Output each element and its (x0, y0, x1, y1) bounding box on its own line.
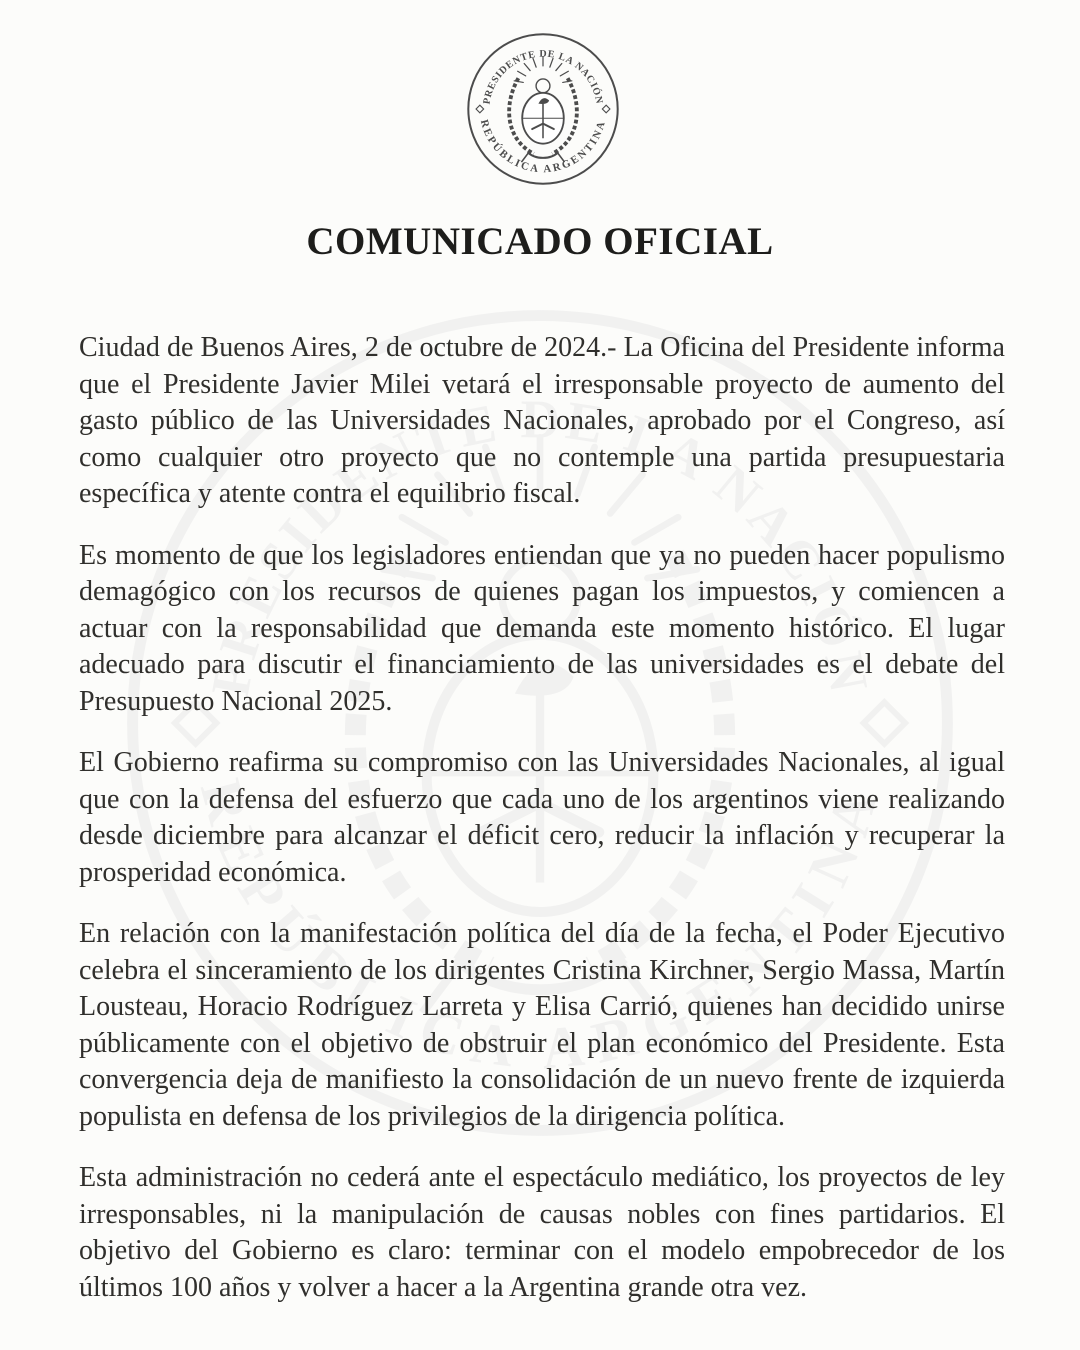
body-paragraph-3: El Gobierno reafirma su compromiso con las Universidades Nacionales, al igual que con la defensa del esfuerzo que cada uno de los argentinos viene realizando desde diciembre para alcanzar el déficit cero, reducir la inflación y recuperar la prosperidad económica. (79, 747, 1005, 888)
page-title: COMUNICADO OFICIAL (306, 220, 774, 263)
body-paragraph-1: Ciudad de Buenos Aires, 2 de octubre de 2024.- La Oficina del Presidente informa que el Presidente Javier Milei vetará el irresponsable proyecto de aumento del gasto público de las Universidades Nacionales, aprobado por el Congreso, así como cualquier otro proyecto que no contemple una partida presupuestaria específica y atente contra el equilibrio fiscal. (79, 332, 1005, 509)
body-paragraph-2: Es momento de que los legisladores entiendan que ya no pueden hacer populismo demagógico con los recursos de quienes pagan los impuestos, y comiencen a actuar con la responsabilidad que demanda este momento histórico. El lugar adecuado para discutir el financiamiento de las universidades es el debate del Presupuesto Nacional 2025. (79, 539, 1005, 717)
body-paragraph-5: Esta administración no cederá ante el espectáculo mediático, los proyectos de ley irresponsables, ni la manipulación de causas nobles con fines partidarios. El objetivo del Gobierno es claro: terminar con el modelo empobrecedor de los últimos 100 años y volver a hacer a la Argentina grande otra vez. (79, 1162, 1005, 1303)
body-paragraph-4: En relación con la manifestación política del día de la fecha, el Poder Ejecutivo celebra el sinceramiento de los dirigentes Cristina Kirchner, Sergio Massa, Martín Lousteau, Horacio Rodríguez Larreta y Elisa Carrió, quienes han decidido unirse públicamente con el objetivo de obstruir el plan económico del Presidente. Esta convergencia deja de manifiesto la consolidación de un nuevo frente de izquierda populista en defensa de los privilegios de la dirigencia política. (79, 918, 1005, 1132)
document-body (79, 330, 1005, 1331)
presidential-seal-icon (466, 32, 620, 186)
